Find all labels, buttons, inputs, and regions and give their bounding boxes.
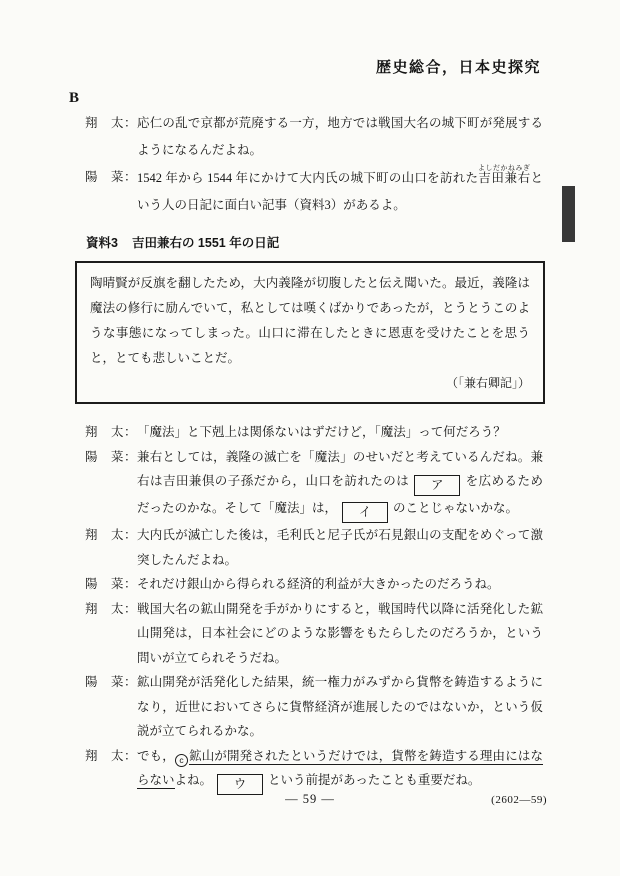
utterance-text <box>137 445 543 524</box>
utterance-segment: という人の日記に面白い記事（資料3）があるよ。 <box>137 171 543 212</box>
utterance-segment: 鉱山開発が活発化した結果，統一権力がみずから貨幣を鋳造するようになり，近世においてさらに貨幣経済が進展したのではないか，という仮説が立てられるかな。 <box>137 675 543 738</box>
speaker-name: 翔 太： <box>85 425 138 439</box>
person-name: 吉田兼右 <box>478 171 531 185</box>
page-number: — 59 — <box>285 792 335 806</box>
dialogue-block-2 <box>85 420 543 795</box>
person-furigana: よしだかねみぎ <box>478 164 531 172</box>
utterance-text <box>137 572 543 597</box>
utterance-segment: という前提があったことも重要だね。 <box>268 773 481 787</box>
dialogue-turn <box>85 670 543 744</box>
utterance-text <box>137 523 543 572</box>
circled-c-marker: c <box>175 754 188 767</box>
utterance-text <box>137 597 543 671</box>
dialogue-turn <box>85 164 543 219</box>
booklet-code: (2602—59) <box>491 794 547 806</box>
utterance-segment: を広めるためだったのかな。そして「魔法」は， <box>137 474 543 515</box>
dialogue-turn <box>85 523 543 572</box>
utterance-text <box>137 164 543 219</box>
utterance-segment: 1542 年から 1544 年にかけて大内氏の城下町の山口を訪れた <box>137 171 479 185</box>
utterance-segment: よね。 <box>174 773 213 787</box>
blank-box-a: ア <box>414 475 460 496</box>
material-title: 吉田兼右の 1551 年の日記 <box>131 236 280 250</box>
speaker-name: 陽 菜： <box>85 577 138 591</box>
speaker-name: 陽 菜： <box>85 170 138 184</box>
dialogue-turn <box>85 420 543 445</box>
utterance-segment: でも， <box>137 748 175 763</box>
utterance-text <box>137 110 543 164</box>
dialogue-turn <box>85 445 543 524</box>
utterance-segment: 「魔法」と下剋上は関係ないはずだけど，「魔法」って何だろう？ <box>137 425 506 439</box>
utterance-segment: 兼右としては，義隆の滅亡を「魔法」のせいだと考えているんだね。兼右は吉田兼倶の子孫だから，山口を訪れたのは <box>137 449 543 488</box>
speaker-name: 翔 太： <box>85 528 138 542</box>
utterance-text <box>137 420 543 445</box>
dialogue-turn <box>85 744 543 796</box>
person-name-ruby <box>478 164 531 185</box>
material-body: 陶晴賢が反旗を翻したため，大内義隆が切腹したと伝え聞いた。最近，義隆は魔法の修行に励んでいて，私としては嘆くばかりであったが，とうとうこのような事態になってしまった。山口に滞在したときに恩恵を受けたことを思うと，とても悲しいことだ。 <box>90 276 530 365</box>
dialogue-turn <box>85 597 543 671</box>
material-box <box>75 261 545 404</box>
utterance-segment: それだけ銀山から得られる経済的利益が大きかったのだろうね。 <box>137 577 500 591</box>
dialogue-turn <box>85 572 543 597</box>
header-title: 歴史総合，日本史探究 <box>375 59 541 76</box>
dialogue-turn <box>85 110 543 164</box>
section-label: B <box>69 90 80 106</box>
dialogue-block-1 <box>85 110 543 219</box>
material-caption <box>86 233 279 251</box>
material-source: （「兼右卿記」） <box>445 376 530 390</box>
utterance-segment: 戦国大名の鉱山開発を手がかりにすると，戦国時代以降に活発化した鉱山開発は，日本社会にどのような影響をもたらしたのだろうか，という問いが立てられそうだね。 <box>137 601 543 665</box>
speaker-name: 翔 太： <box>85 601 138 616</box>
utterance-segment: 応仁の乱で京都が荒廃する一方，地方では戦国大名の城下町が発展するようになるんだよね。 <box>137 116 543 157</box>
speaker-name: 陽 菜： <box>85 449 138 464</box>
blank-box-i: イ <box>342 502 388 523</box>
utterance-text <box>137 670 543 744</box>
utterance-segment: 大内氏が滅亡した後は，毛利氏と尼子氏が石見銀山の支配をめぐって激突したんだよね。 <box>137 528 543 567</box>
speaker-name: 翔 太： <box>85 748 138 763</box>
utterance-segment: のことじゃないかな。 <box>393 501 519 515</box>
underlined-claim: 鉱山が開発されたというだけでは，貨幣を鋳造する理由にはならない <box>137 748 543 787</box>
material-label: 資料3 <box>86 236 118 250</box>
binding-mark <box>562 186 575 242</box>
speaker-name: 翔 太： <box>85 116 138 130</box>
blank-box-u: ウ <box>217 774 263 795</box>
speaker-name: 陽 菜： <box>85 675 138 689</box>
utterance-text <box>137 744 543 796</box>
